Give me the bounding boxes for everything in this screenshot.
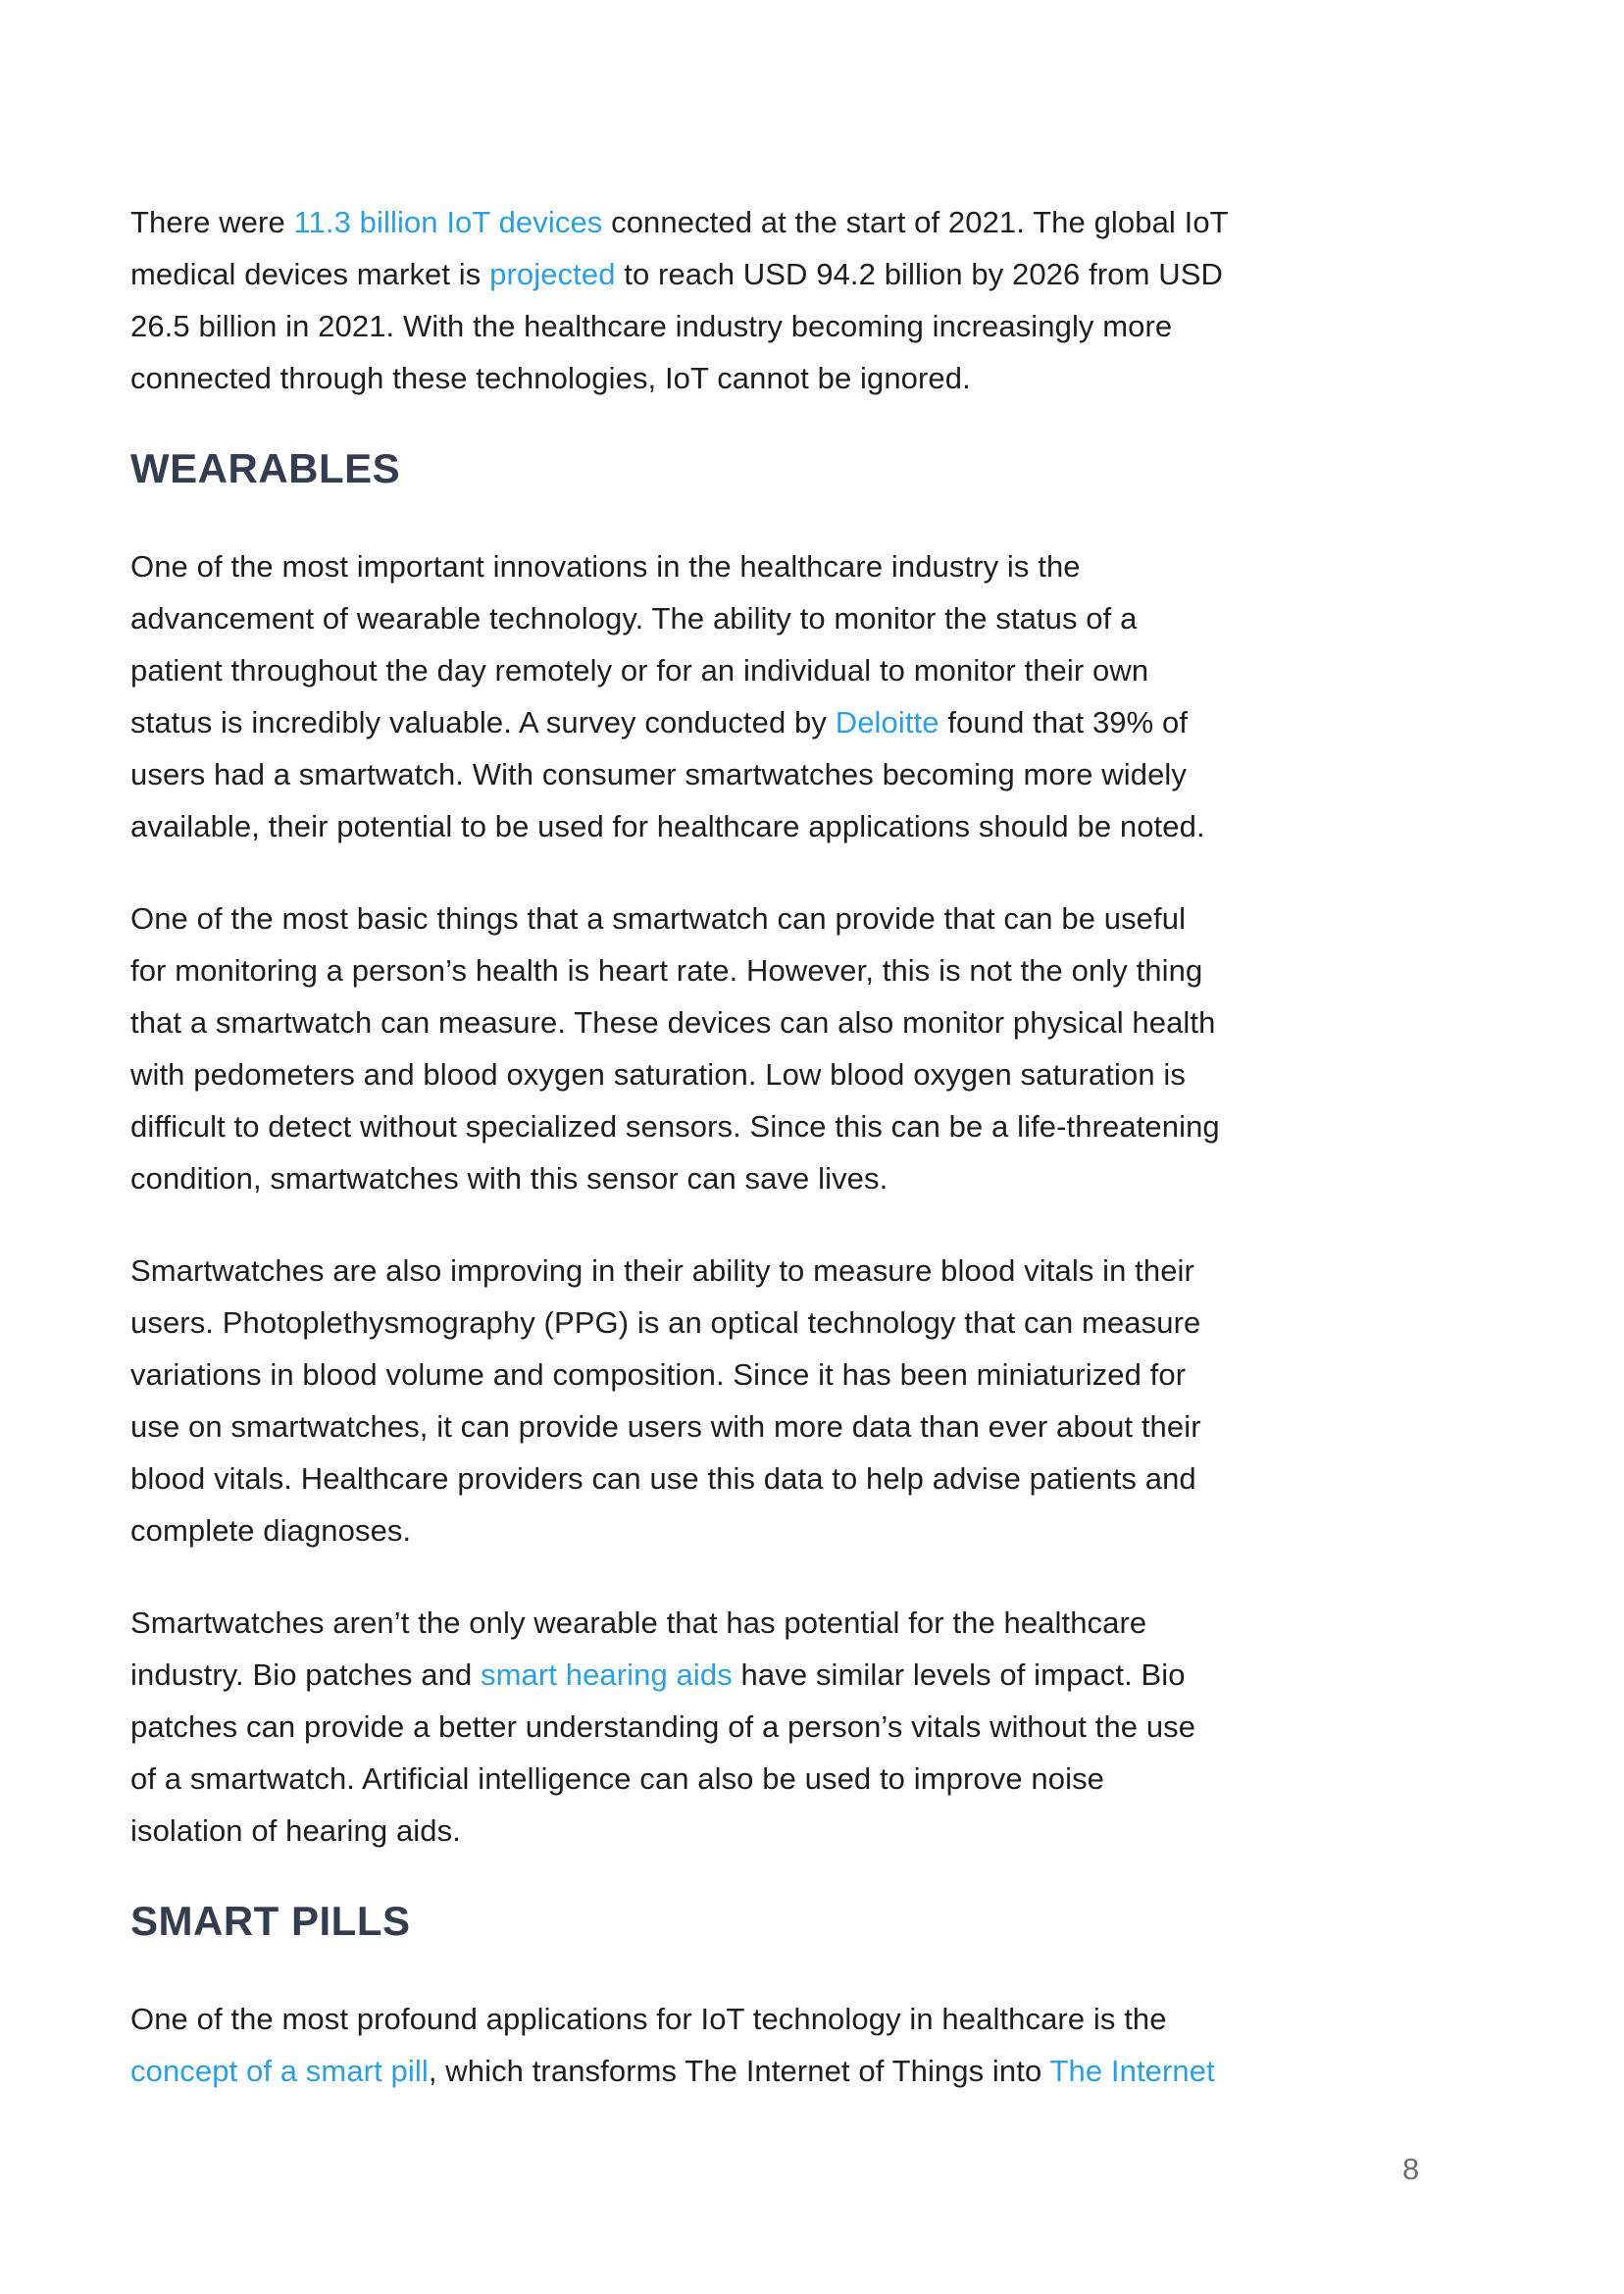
text-run: users had a smartwatch. With consumer smartwatches becoming more widely — [130, 757, 1187, 791]
text-run: of a smartwatch. Artificial intelligence can also be used to improve noise — [130, 1761, 1105, 1796]
text-line — [130, 944, 1503, 996]
paragraph — [130, 892, 1503, 1204]
hyperlink[interactable]: concept of a smart pill — [130, 2054, 429, 2088]
text-line — [130, 2045, 1503, 2097]
text-run: condition, smartwatches with this sensor can save lives. — [130, 1161, 888, 1196]
text-run: Smartwatches aren’t the only wearable that has potential for the healthcare — [130, 1606, 1147, 1640]
text-run: One of the most important innovations in the healthcare industry is the — [130, 549, 1081, 584]
text-run: medical devices market is — [130, 257, 490, 291]
text-line — [130, 800, 1503, 852]
text-line — [130, 1649, 1503, 1701]
paragraph — [130, 1993, 1503, 2097]
text-line — [130, 1100, 1503, 1152]
text-line — [130, 748, 1503, 800]
text-line — [130, 696, 1503, 748]
text-line — [130, 248, 1503, 300]
page-number: 8 — [1402, 2152, 1420, 2186]
text-run: with pedometers and blood oxygen saturation. Low blood oxygen saturation is — [130, 1057, 1186, 1092]
text-line — [130, 644, 1503, 696]
text-line — [130, 352, 1503, 404]
text-run: , which transforms The Internet of Things into — [428, 2054, 1050, 2088]
text-run: patient throughout the day remotely or for an individual to monitor their own — [130, 653, 1149, 688]
text-line — [130, 1453, 1503, 1504]
text-run: found that 39% of — [939, 705, 1189, 739]
text-run: that a smartwatch can measure. These devices can also monitor physical health — [130, 1005, 1216, 1040]
document-content — [130, 196, 1503, 2137]
text-run: difficult to detect without specialized sensors. Since this can be a life-threatening — [130, 1109, 1220, 1144]
hyperlink[interactable]: 11.3 billion IoT devices — [293, 205, 603, 239]
text-line — [130, 1048, 1503, 1100]
paragraph — [130, 196, 1503, 404]
text-run: advancement of wearable technology. The ability to monitor the status of a — [130, 601, 1138, 636]
text-line — [130, 300, 1503, 352]
section-heading: SMART PILLS — [130, 1898, 411, 1944]
text-run: use on smartwatches, it can provide users with more data than ever about their — [130, 1409, 1201, 1444]
text-line — [130, 1504, 1503, 1556]
paragraph — [130, 540, 1503, 852]
text-run: to reach USD 94.2 billion by 2026 from USD — [615, 257, 1223, 291]
text-run: users. Photoplethysmography (PPG) is an optical technology that can measure — [130, 1305, 1201, 1340]
text-line — [130, 1401, 1503, 1453]
text-run: industry. Bio patches and — [130, 1657, 482, 1692]
text-run: Smartwatches are also improving in their ability to measure blood vitals in their — [130, 1253, 1194, 1288]
hyperlink[interactable]: The Internet — [1049, 2054, 1215, 2088]
text-line — [130, 892, 1503, 944]
text-run: available, their potential to be used for healthcare applications should be noted. — [130, 809, 1205, 843]
text-line — [130, 1597, 1503, 1649]
text-line — [130, 196, 1503, 248]
text-run: isolation of hearing aids. — [130, 1813, 461, 1848]
text-line — [130, 1349, 1503, 1401]
paragraph — [130, 1597, 1503, 1857]
text-run: One of the most basic things that a smartwatch can provide that can be useful — [130, 901, 1187, 936]
text-run: One of the most profound applications for IoT technology in healthcare is the — [130, 2002, 1167, 2036]
text-run: patches can provide a better understanding of a person’s vitals without the use — [130, 1709, 1196, 1744]
section-heading: WEARABLES — [130, 445, 401, 491]
text-line — [130, 1152, 1503, 1204]
text-line — [130, 1701, 1503, 1753]
text-line — [130, 1297, 1503, 1349]
hyperlink[interactable]: projected — [489, 257, 616, 291]
text-run: connected through these technologies, IoT cannot be ignored. — [130, 361, 971, 395]
text-run: There were — [130, 205, 294, 239]
text-run: 26.5 billion in 2021. With the healthcare industry becoming increasingly more — [130, 309, 1173, 343]
text-run: status is incredibly valuable. A survey conducted by — [130, 705, 836, 739]
text-line — [130, 1753, 1503, 1805]
text-line — [130, 1245, 1503, 1297]
text-run: blood vitals. Healthcare providers can use this data to help advise patients and — [130, 1461, 1196, 1496]
text-run: complete diagnoses. — [130, 1513, 412, 1548]
text-run: have similar levels of impact. Bio — [732, 1657, 1186, 1692]
text-line — [130, 1805, 1503, 1857]
text-line — [130, 540, 1503, 592]
paragraph — [130, 1245, 1503, 1556]
text-run: for monitoring a person’s health is heart rate. However, this is not the only thing — [130, 953, 1203, 988]
text-run: connected at the start of 2021. The global IoT — [602, 205, 1229, 239]
text-line — [130, 592, 1503, 644]
text-line — [130, 1993, 1503, 2045]
hyperlink[interactable]: smart hearing aids — [481, 1657, 733, 1692]
text-run: variations in blood volume and composition. Since it has been miniaturized for — [130, 1357, 1187, 1392]
hyperlink[interactable]: Deloitte — [835, 705, 939, 739]
text-line — [130, 996, 1503, 1048]
